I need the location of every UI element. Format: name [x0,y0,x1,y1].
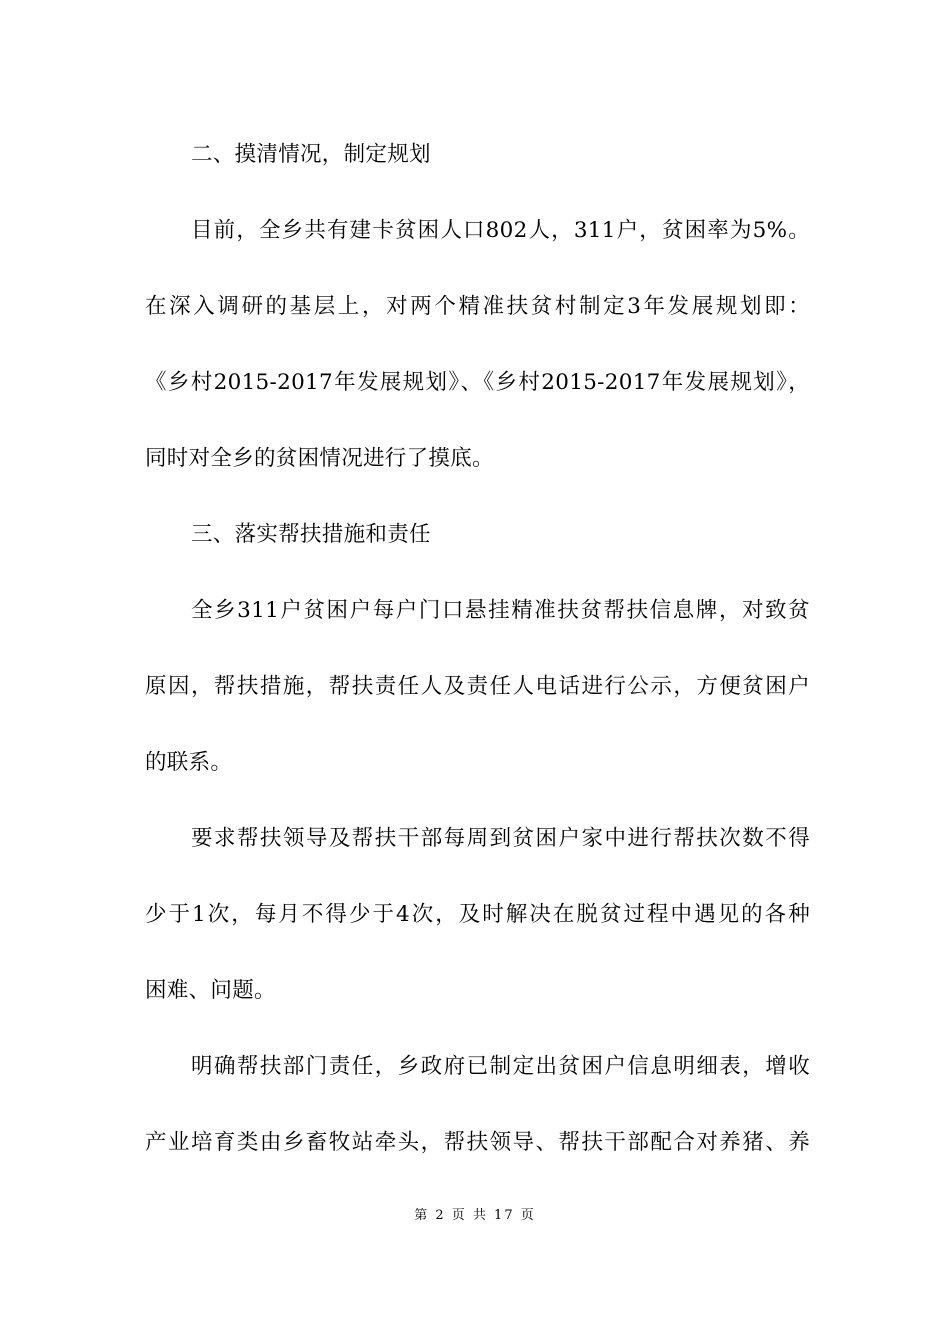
paragraph-line: 要求帮扶领导及帮扶干部每周到贫困户家中进行帮扶次数不得 [191,826,810,851]
paragraph-line: 明确帮扶部门责任，乡政府已制定出贫困户信息明细表，增收 [191,1054,810,1079]
paragraph-line: 在深入调研的基层上，对两个精准扶贫村制定3年发展规划即： [145,294,810,319]
paragraph-line: 少于1次，每月不得少于4次，及时解决在脱贫过程中遇见的各种 [145,902,810,927]
document-body [145,136,810,1200]
section-heading-3: 三、落实帮扶措施和责任 [191,522,431,547]
paragraph-line: 全乡311户贫困户每户门口悬挂精准扶贫帮扶信息牌，对致贫 [191,598,810,623]
paragraph-line: 困难、问题。 [145,978,276,1003]
paragraph-line: 产业培育类由乡畜牧站牵头，帮扶领导、帮扶干部配合对养猪、养 [145,1130,810,1155]
paragraph-line: 的联系。 [145,750,233,775]
page-number-footer: 第 2 页 共 17 页 [414,1208,536,1223]
section-heading-2: 二、摸清情况，制定规划 [191,142,431,167]
paragraph-line: 《乡村2015-2017年发展规划》、《乡村2015-2017年发展规划》， [145,370,810,395]
paragraph-line: 目前，全乡共有建卡贫困人口802人，311户，贫困率为5%。 [191,218,810,243]
paragraph-line: 同时对全乡的贫困情况进行了摸底。 [145,446,494,471]
paragraph-line: 原因，帮扶措施，帮扶责任人及责任人电话进行公示，方便贫困户 [145,674,810,699]
